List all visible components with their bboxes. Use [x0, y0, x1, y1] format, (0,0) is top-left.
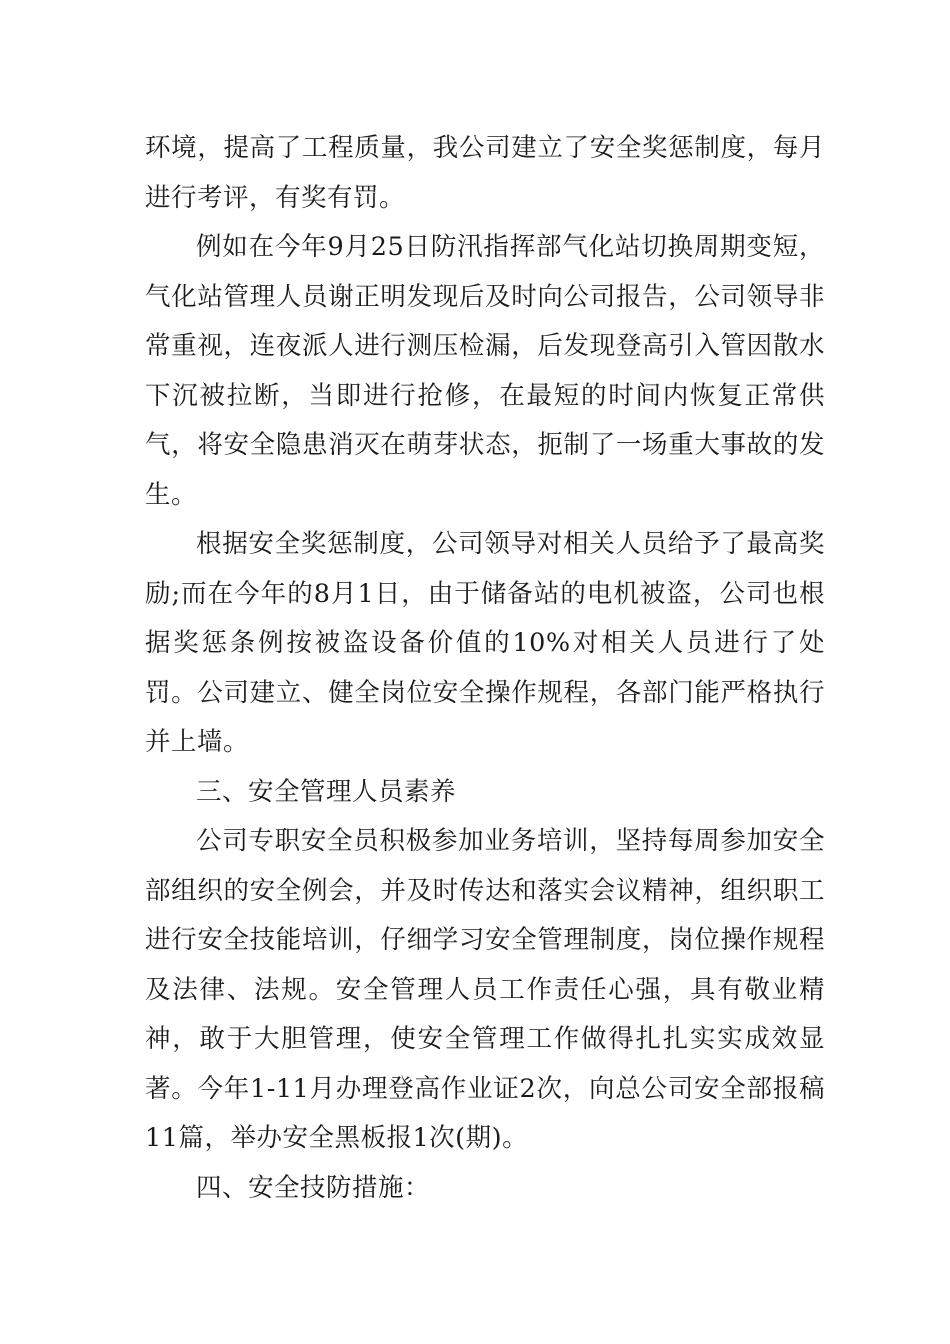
- section-heading-4: 四、安全技防措施：: [196, 1172, 431, 1203]
- paragraph-safety-staff: 公司专职安全员积极参加业务培训，坚持每周参加安全部组织的安全例会，并及时传达和落实会议精神，组织职工进行安全技能培训，仔细学习安全管理制度，岗位操作规程及法律、法规。安全管理人员工作责任心强，具有敬业精神，敢于大胆管理，使安全管理工作做得扎扎实实成效显著。今年1-11月办理登高作业证2次，向总公司安全部报稿11篇，举办安全黑板报1次(期)。: [145, 826, 825, 1153]
- paragraph-reward-penalty: 根据安全奖惩制度，公司领导对相关人员给予了最高奖励;而在今年的8月1日，由于储备站的电机被盗，公司也根据奖惩条例按被盗设备价值的10%对相关人员进行了处罚。公司建立、健全岗位安全操作规程，各部门能严格执行并上墙。: [145, 529, 825, 757]
- paragraph-continuation: 环境，提高了工程质量，我公司建立了安全奖惩制度，每月进行考评，有奖有罚。: [145, 133, 825, 213]
- paragraph-flood-example: 例如在今年9月25日防汛指挥部气化站切换周期变短，气化站管理人员谢正明发现后及时向公司报告，公司领导非常重视，连夜派人进行测压检漏，后发现登高引入管因散水下沉被拉断，当即进行抢修，在最短的时间内恢复正常供气，将安全隐患消灭在萌芽状态，扼制了一场重大事故的发生。: [145, 232, 825, 510]
- document-body: [145, 124, 825, 1213]
- section-heading-3: 三、安全管理人员素养: [196, 776, 457, 807]
